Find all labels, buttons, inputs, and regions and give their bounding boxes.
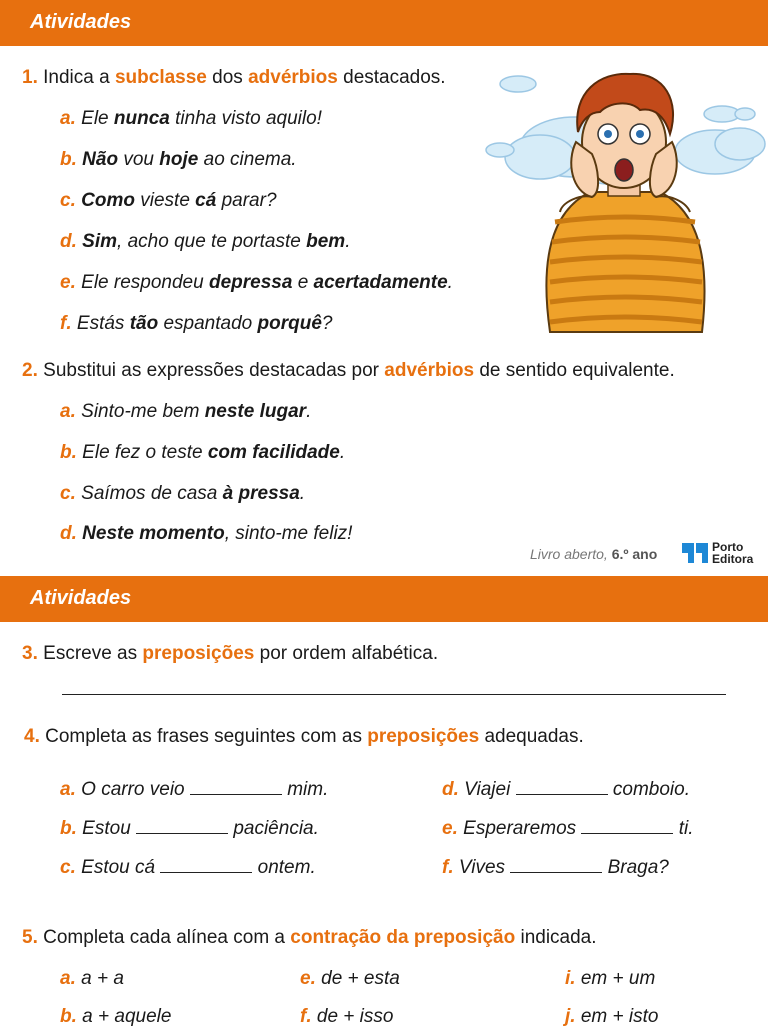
keyword: advérbios [248,67,338,88]
text: ontem. [257,857,316,878]
question-2 [22,359,675,383]
book-title: Livro aberto, [530,546,612,562]
text: destacados. [337,67,446,88]
q1-item-b [60,148,297,172]
keyword: preposições [142,643,255,664]
text: Viajei [464,779,511,800]
text: em + isto [580,1006,659,1027]
highlighted-word: Sim [82,231,118,252]
q1-item-f [60,312,332,336]
text: Ele fez o teste [82,442,208,463]
question-3 [22,642,438,666]
item-letter: d. [60,523,77,544]
text: paciência. [233,818,319,839]
keyword: subclasse [114,67,207,88]
question-1 [22,66,446,90]
q5-item-b [60,1005,171,1029]
q2-item-d [60,522,352,546]
q5-item-e [300,967,400,991]
q5-item-f [300,1005,393,1029]
text: . [299,483,306,504]
text: Ele [81,108,114,129]
item-letter: f. [442,857,454,878]
item-letter: c. [60,857,76,878]
publisher-logo [680,541,760,567]
surprised-boy-illustration [480,62,768,342]
q4-item-c [60,854,316,880]
text: ti. [678,818,694,839]
text: por ordem alfabética. [254,643,439,664]
book-credit [530,546,657,562]
text: Ele respondeu [81,272,209,293]
item-letter: e. [300,968,316,989]
q5-item-j [565,1005,658,1029]
item-letter: b. [60,442,77,463]
text: Sinto-me bem [81,401,205,422]
text: de sentido equivalente. [474,360,675,381]
q4-item-f [442,854,669,880]
question-number: 5. [22,927,38,948]
text: vou [118,149,160,170]
item-letter: a. [60,108,76,129]
item-letter: d. [442,779,459,800]
text: . [339,442,346,463]
text: de + esta [321,968,400,989]
q5-item-i [565,967,655,991]
section-title: Atividades [30,11,132,33]
text: Estou cá [81,857,156,878]
text: , sinto-me feliz! [224,523,353,544]
item-letter: e. [60,272,76,293]
text: comboio. [612,779,690,800]
grade: 6.º ano [611,546,658,562]
text: em + um [580,968,656,989]
text: parar? [216,190,277,211]
text: a + a [81,968,124,989]
logo-line-1: Porto [712,540,744,554]
highlighted-word: porquê [257,313,322,334]
keyword: advérbios [384,360,475,381]
highlighted-word: hoje [159,149,199,170]
logo-text [712,541,753,565]
question-number: 3. [22,643,38,664]
keyword: contração da preposição [290,927,516,948]
text: dos [206,67,249,88]
text: espantado [158,313,258,334]
item-letter: a. [60,968,76,989]
highlighted-phrase: com facilidade [207,442,340,463]
text: indicada. [515,927,597,948]
text: adequadas. [479,726,584,747]
porto-editora-logo-icon [680,541,710,565]
question-number: 2. [22,360,38,381]
question-number: 4. [24,726,40,747]
text: de + isso [316,1006,394,1027]
highlighted-word: acertadamente [313,272,448,293]
highlighted-word: Não [82,149,119,170]
blank-field[interactable] [581,815,673,834]
highlighted-phrase: à pressa [222,483,300,504]
item-letter: f. [60,313,72,334]
q2-item-a [60,400,311,424]
text: . [306,401,312,422]
blank-field[interactable] [160,854,252,873]
text: . [447,272,453,293]
item-letter: f. [300,1006,312,1027]
text: vieste [134,190,196,211]
text: Completa cada alínea com a [43,927,291,948]
logo-line-2: Editora [712,552,754,566]
highlighted-phrase: neste lugar [204,401,307,422]
highlighted-word: depressa [208,272,293,293]
blank-field[interactable] [190,776,282,795]
header-bar-top [0,0,768,46]
text: Substitui as expressões destacadas por [43,360,385,381]
highlighted-phrase: Neste momento [82,523,225,544]
highlighted-word: Como [81,190,135,211]
text: , acho que te portaste [117,231,307,252]
text: ? [321,313,333,334]
question-number: 1. [22,67,38,88]
text: O carro veio [81,779,185,800]
item-letter: b. [60,1006,77,1027]
text: . [345,231,351,252]
item-letter: c. [60,190,76,211]
text: Vives [458,857,506,878]
q5-item-a [60,967,124,991]
item-letter: e. [442,818,458,839]
q1-item-c [60,189,277,213]
text: Completa as frases seguintes com as [45,726,368,747]
text: Escreve as [43,643,143,664]
item-letter: a. [60,401,76,422]
section-title: Atividades [30,587,132,609]
blank-field[interactable] [510,854,602,873]
blank-field[interactable] [516,776,608,795]
q1-item-a [60,107,322,131]
text: Estou [82,818,131,839]
text: e [292,272,314,293]
text: Indica a [43,67,115,88]
item-letter: i. [565,968,576,989]
item-letter: j. [565,1006,576,1027]
question-5 [22,926,597,950]
highlighted-word: bem [306,231,346,252]
text: a + aquele [82,1006,172,1027]
q2-item-c [60,482,305,506]
highlighted-word: nunca [113,108,170,129]
question-4 [24,725,584,749]
item-letter: b. [60,149,77,170]
q1-item-e [60,271,453,295]
q2-item-b [60,441,345,465]
text: Braga? [607,857,669,878]
highlighted-word: tão [129,313,159,334]
text: tinha visto aquilo! [169,108,322,129]
text: mim. [287,779,329,800]
item-letter: c. [60,483,76,504]
blank-field[interactable] [136,815,228,834]
text: ao cinema. [198,149,297,170]
keyword: preposições [367,726,480,747]
q4-item-e [442,815,693,841]
item-letter: a. [60,779,76,800]
text: Esperaremos [463,818,577,839]
item-letter: d. [60,231,77,252]
text: Estás [76,313,130,334]
q1-item-d [60,230,350,254]
text: Saímos de casa [81,483,223,504]
highlighted-word: cá [195,190,217,211]
answer-line[interactable] [62,694,726,695]
q4-item-d [442,776,690,802]
header-bar-bottom [0,576,768,622]
q4-item-a [60,776,328,802]
item-letter: b. [60,818,77,839]
q4-item-b [60,815,319,841]
